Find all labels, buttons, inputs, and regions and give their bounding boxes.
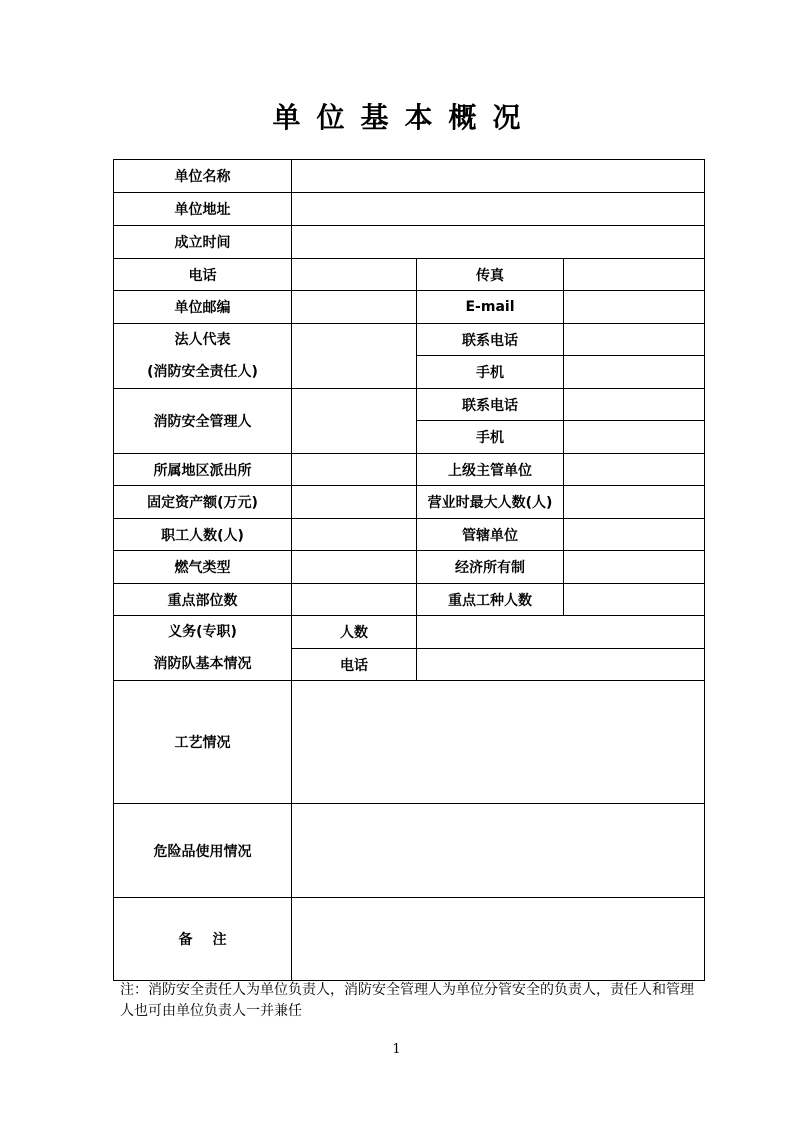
fax-label: 传真 xyxy=(417,259,564,291)
legal-rep-label xyxy=(114,324,292,389)
max-persons-label: 营业时最大人数(人) xyxy=(417,486,564,519)
max-persons-field[interactable] xyxy=(564,486,705,519)
email-field[interactable] xyxy=(564,291,705,324)
established-label: 成立时间 xyxy=(114,226,292,259)
page-title: 单位基本概况 xyxy=(272,101,537,134)
legal-rep-mobile-label: 手机 xyxy=(417,356,564,389)
established-field[interactable] xyxy=(292,226,705,259)
gas-type-field[interactable] xyxy=(292,551,417,584)
hazardous-label: 危险品使用情况 xyxy=(114,804,292,898)
footnote: 注：消防安全责任人为单位负责人，消防安全管理人为单位分管安全的负责人，责任人和管理人也可由单位负责人一并兼任 xyxy=(120,982,694,1019)
ownership-label: 经济所有制 xyxy=(417,551,564,584)
hazardous-field[interactable] xyxy=(292,804,705,898)
key-workers-field[interactable] xyxy=(564,584,705,616)
postcode-label: 单位邮编 xyxy=(114,291,292,324)
manager-contact-phone-field[interactable] xyxy=(564,389,705,421)
fire-brigade-line1: 义务(专职) xyxy=(168,624,237,640)
brigade-phone-label: 电话 xyxy=(292,649,417,681)
unit-name-field[interactable] xyxy=(292,160,705,193)
superior-unit-label: 上级主管单位 xyxy=(417,454,564,486)
fire-brigade-label xyxy=(114,616,292,681)
legal-rep-line1: 法人代表 xyxy=(174,332,231,348)
fixed-assets-field[interactable] xyxy=(292,486,417,519)
phone-label: 电话 xyxy=(114,259,292,291)
unit-info-form xyxy=(113,159,705,981)
fire-safety-manager-field[interactable] xyxy=(292,389,417,454)
brigade-headcount-field[interactable] xyxy=(417,616,705,649)
brigade-headcount-label: 人数 xyxy=(292,616,417,649)
legal-rep-contact-phone-label: 联系电话 xyxy=(417,324,564,356)
remarks-label: 备注 xyxy=(114,898,292,981)
jurisdiction-label: 管辖单位 xyxy=(417,519,564,551)
brigade-phone-field[interactable] xyxy=(417,649,705,681)
unit-address-field[interactable] xyxy=(292,193,705,226)
phone-field[interactable] xyxy=(292,259,417,291)
employees-field[interactable] xyxy=(292,519,417,551)
police-station-label: 所属地区派出所 xyxy=(114,454,292,486)
unit-address-label: 单位地址 xyxy=(114,193,292,226)
legal-rep-mobile-field[interactable] xyxy=(564,356,705,389)
key-parts-field[interactable] xyxy=(292,584,417,616)
fixed-assets-label: 固定资产额(万元) xyxy=(114,486,292,519)
process-label: 工艺情况 xyxy=(114,681,292,804)
ownership-field[interactable] xyxy=(564,551,705,584)
legal-rep-field[interactable] xyxy=(292,324,417,389)
manager-contact-phone-label: 联系电话 xyxy=(417,389,564,421)
fire-safety-manager-label: 消防安全管理人 xyxy=(114,389,292,454)
jurisdiction-field[interactable] xyxy=(564,519,705,551)
remarks-field[interactable] xyxy=(292,898,705,981)
process-field[interactable] xyxy=(292,681,705,804)
legal-rep-line2: (消防安全责任人) xyxy=(147,364,258,380)
page-number: 1 xyxy=(392,1042,401,1057)
unit-name-label: 单位名称 xyxy=(114,160,292,193)
postcode-field[interactable] xyxy=(292,291,417,324)
fax-field[interactable] xyxy=(564,259,705,291)
key-workers-label: 重点工种人数 xyxy=(417,584,564,616)
gas-type-label: 燃气类型 xyxy=(114,551,292,584)
key-parts-label: 重点部位数 xyxy=(114,584,292,616)
superior-unit-field[interactable] xyxy=(564,454,705,486)
manager-mobile-label: 手机 xyxy=(417,421,564,454)
email-label: E-mail xyxy=(417,291,564,324)
legal-rep-contact-phone-field[interactable] xyxy=(564,324,705,356)
police-station-field[interactable] xyxy=(292,454,417,486)
manager-mobile-field[interactable] xyxy=(564,421,705,454)
fire-brigade-line2: 消防队基本情况 xyxy=(153,656,252,672)
employees-label: 职工人数(人) xyxy=(114,519,292,551)
